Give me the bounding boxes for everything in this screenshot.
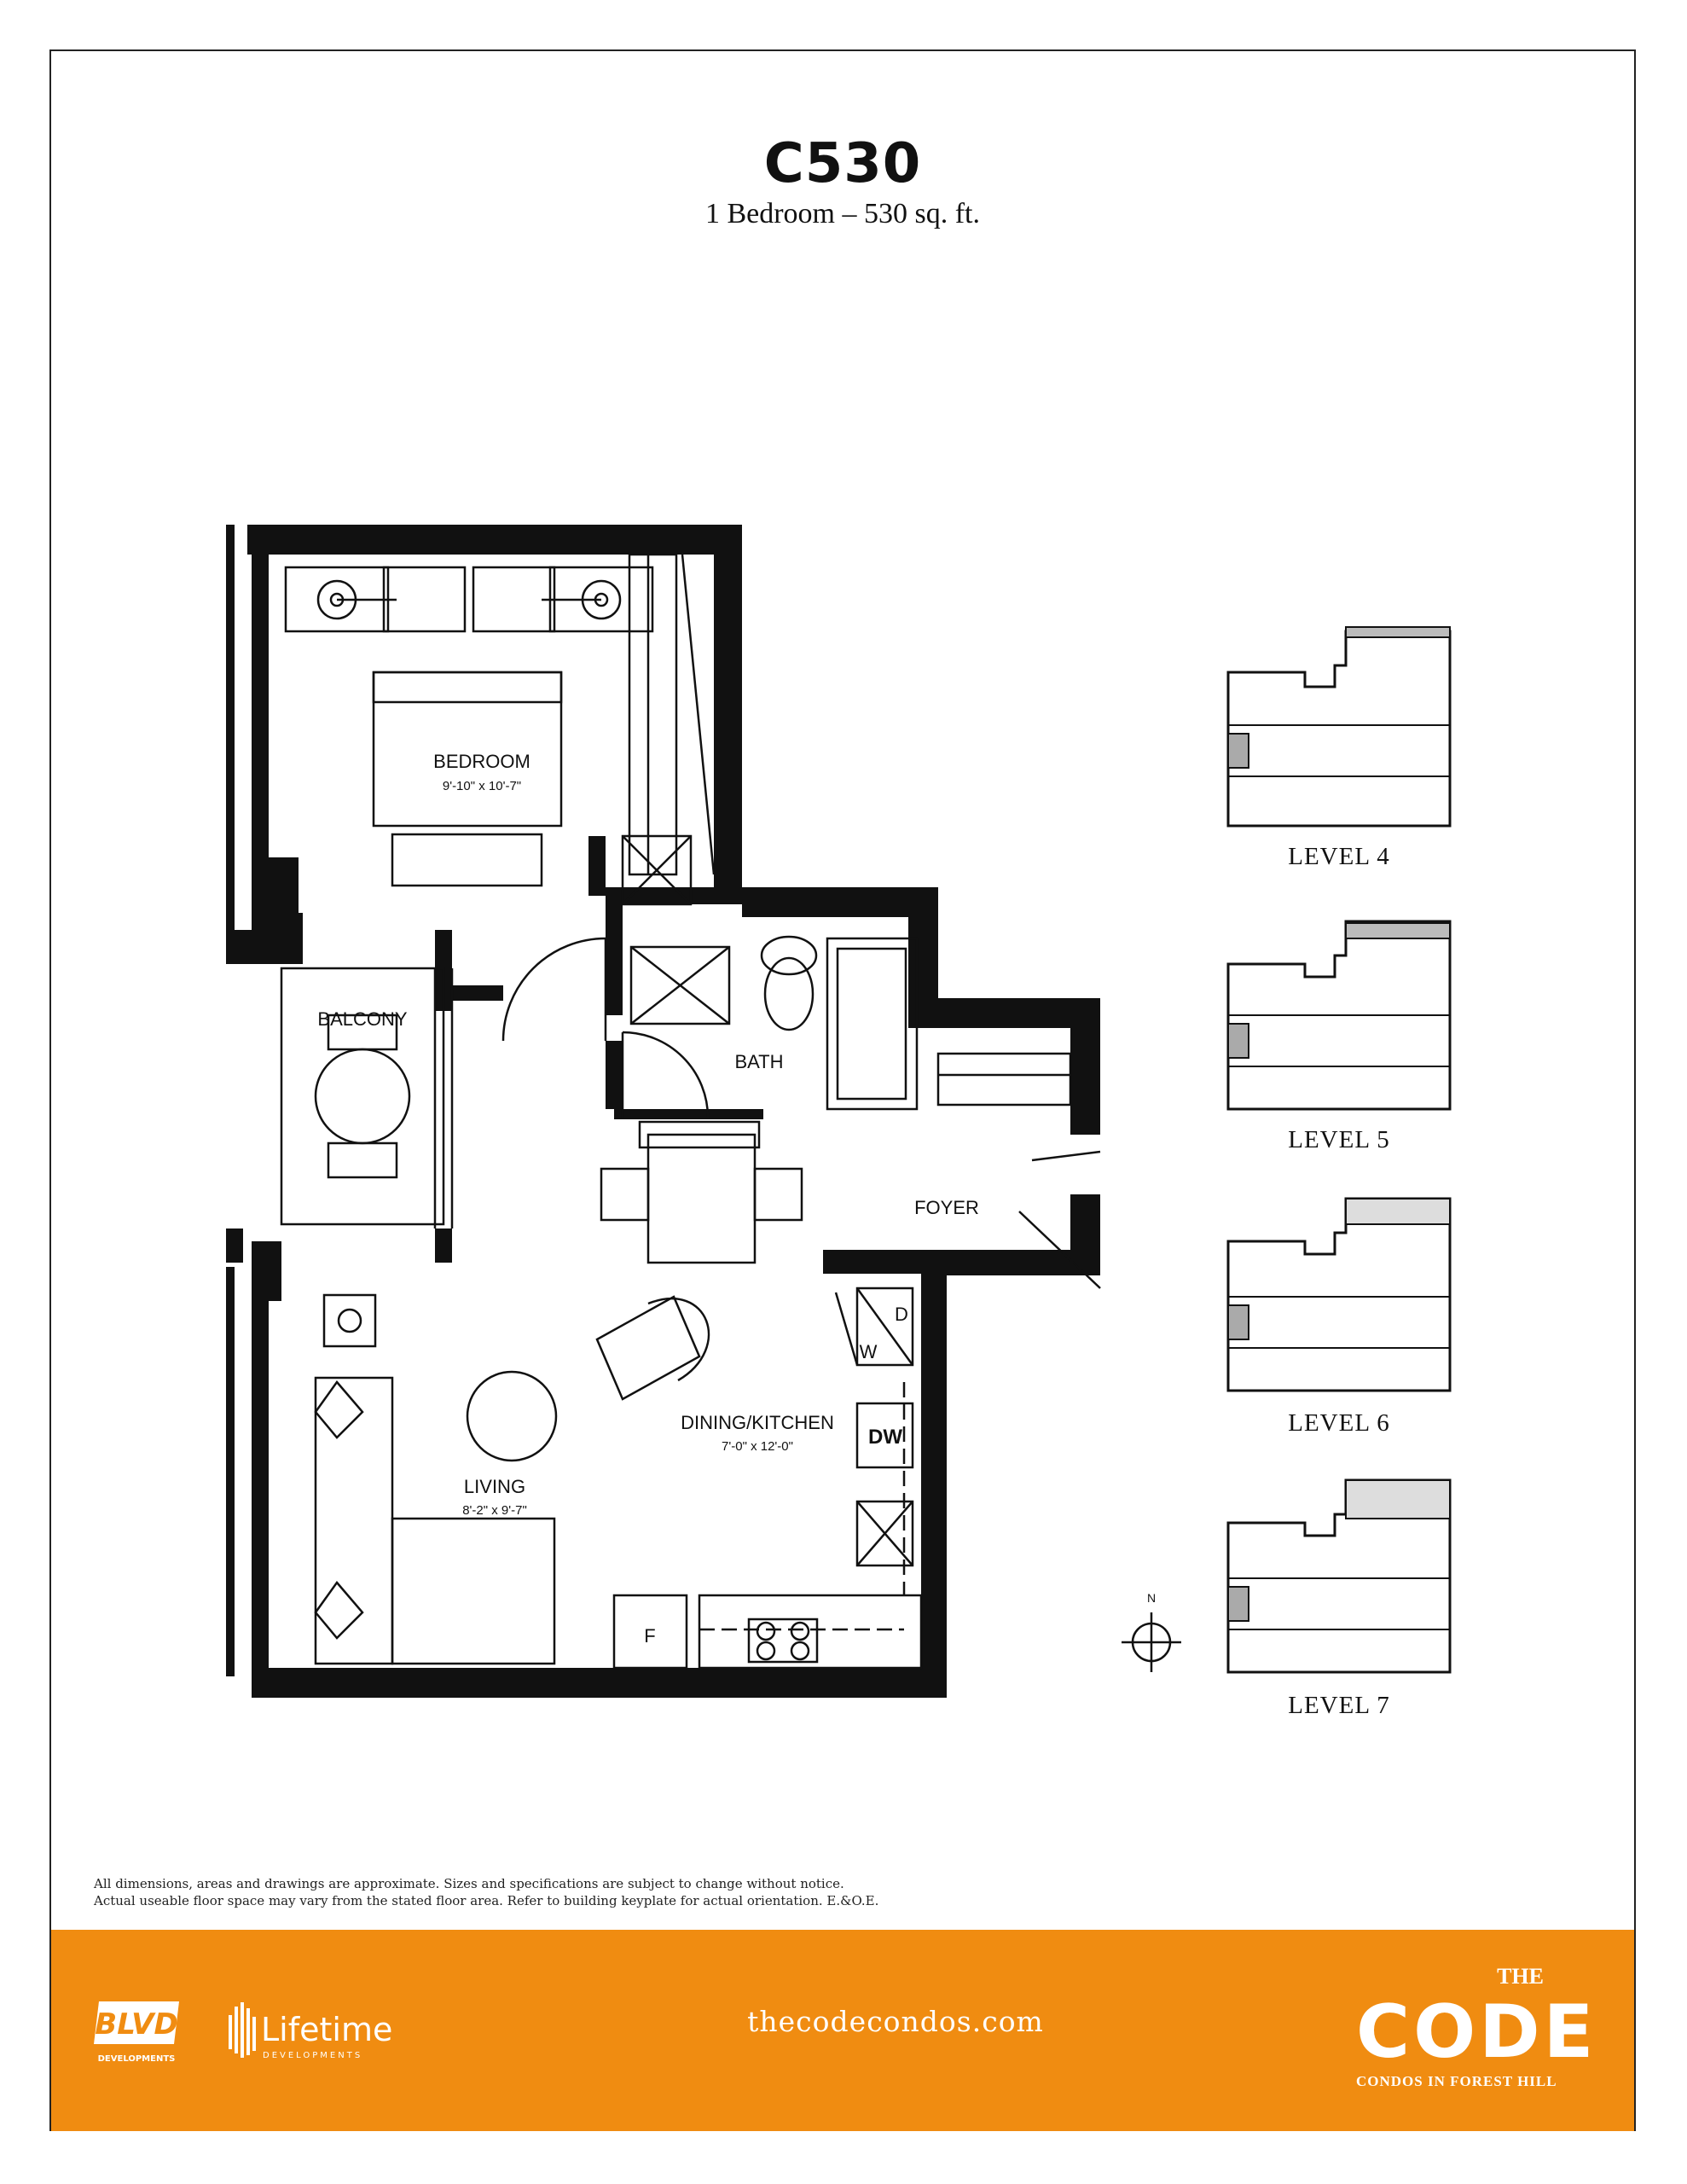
keyplate-level-4 bbox=[1228, 627, 1450, 826]
north-arrow-icon bbox=[1122, 1591, 1181, 1672]
bath-fixtures bbox=[623, 836, 1070, 1109]
bedroom-size: 9'-10" x 10'-7" bbox=[442, 779, 522, 793]
living-label: LIVING bbox=[463, 1476, 526, 1497]
dishwasher-label: DW bbox=[868, 1426, 902, 1449]
keyplate-level-5-label: LEVEL 5 bbox=[1288, 1126, 1390, 1153]
lifetime-logo bbox=[229, 1998, 425, 2066]
code-logo-name: CODE bbox=[1356, 1989, 1597, 2075]
disclaimer bbox=[94, 1875, 878, 1909]
living-size: 8'-2" x 9'-7" bbox=[462, 1503, 527, 1518]
keyplate-level-6-label: LEVEL 6 bbox=[1288, 1409, 1390, 1437]
keyplate-level-6 bbox=[1228, 1199, 1450, 1391]
blvd-logo bbox=[92, 1993, 186, 2070]
unit-subtitle: 1 Bedroom – 530 sq. ft. bbox=[704, 198, 981, 229]
code-logo-tagline: CONDOS IN FOREST HILL bbox=[1356, 2073, 1557, 2089]
compass-label: N bbox=[1146, 1591, 1157, 1605]
svg-text:BLVD: BLVD bbox=[95, 2007, 178, 2042]
svg-text:DEVELOPMENTS: DEVELOPMENTS bbox=[263, 2051, 363, 2060]
balcony-label: BALCONY bbox=[317, 1008, 408, 1030]
washer-label: W bbox=[859, 1341, 878, 1362]
disclaimer-line-2: Actual useable floor space may vary from the stated floor area. Refer to building keyplate for actual orientation. E.&O.E. bbox=[94, 1893, 879, 1908]
keyplate-level-4-label: LEVEL 4 bbox=[1288, 843, 1390, 870]
code-logo-the: THE bbox=[1497, 1964, 1544, 1989]
floorplan-sheet bbox=[49, 49, 1636, 2131]
svg-text:DEVELOPMENTS: DEVELOPMENTS bbox=[97, 2054, 176, 2064]
website-link[interactable]: thecodecondos.com bbox=[747, 2005, 1044, 2038]
bedroom-label: BEDROOM bbox=[433, 751, 530, 772]
dining-kitchen-size: 7'-0" x 12'-0" bbox=[722, 1439, 793, 1454]
dryer-label: D bbox=[895, 1304, 908, 1325]
floor-plan-drawing bbox=[51, 51, 1634, 1928]
dining-table bbox=[601, 1122, 802, 1263]
door-swings bbox=[503, 938, 1100, 1288]
balcony-area bbox=[281, 968, 452, 1228]
dining-kitchen-label: DINING/KITCHEN bbox=[681, 1412, 834, 1433]
keyplate-level-5 bbox=[1228, 921, 1450, 1109]
unit-title: C530 bbox=[763, 132, 922, 195]
keyplate-level-7-label: LEVEL 7 bbox=[1288, 1692, 1390, 1719]
keyplate-level-7 bbox=[1228, 1480, 1450, 1672]
foyer-label: FOYER bbox=[914, 1197, 979, 1218]
fridge-label: F bbox=[644, 1625, 656, 1647]
bath-label: BATH bbox=[734, 1051, 784, 1072]
brand-footer bbox=[51, 1930, 1634, 2131]
floor-plan-walls bbox=[226, 525, 1100, 1698]
disclaimer-line-1: All dimensions, areas and drawings are approximate. Sizes and specifications are subject to change without notice. bbox=[94, 1876, 844, 1891]
the-code-logo bbox=[1356, 1964, 1597, 2100]
svg-text:Lifetime: Lifetime bbox=[261, 2011, 393, 2048]
